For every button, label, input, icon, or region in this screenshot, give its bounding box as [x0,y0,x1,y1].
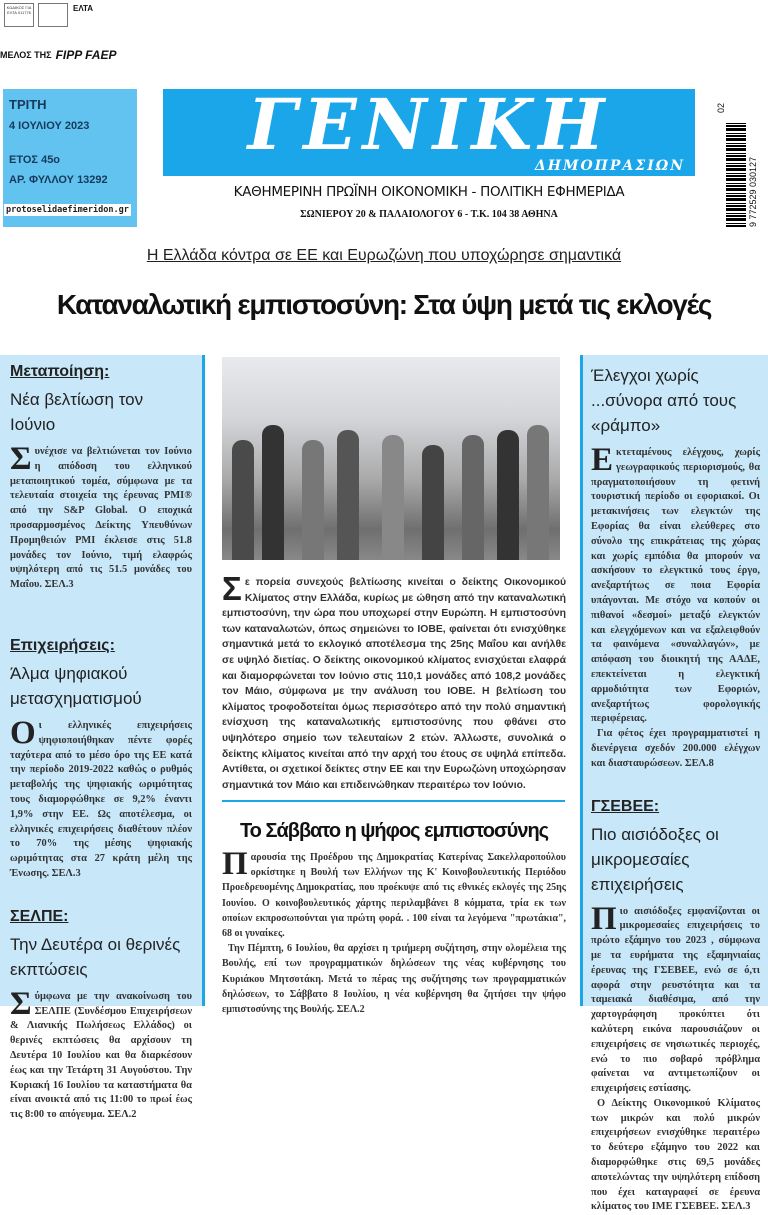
drop-cap: Σ [222,570,242,607]
story-tax-audits [591,363,760,772]
story-title: Νέα βελτίωση τον Ιούνιο [10,390,144,434]
story-text: υνέχισε να βελτιώνεται τον Ιούνιο η απόδοση του ελληνικού μεταποιητικού τομέα, σύμφωνα με τα τελευταία στοιχεία της έρευνας PMI® από την S&P Global. Ο εποχικά προσαρμοσμένος Δείκτης Υπευθύνων Προμηθειών PMI έκλεισε στις 51.8 μονάδες τον Ιούνιο, τιμή ελαφρώς υψηλότερη από τις 51.5 μονάδες του Μαΐου. ΣΕΛ.3 [10,446,192,591]
year: ΕΤΟΣ 45ο [9,154,61,166]
drop-cap: Ε [591,442,614,478]
story-title: Πιο αισιόδοξες οι μικρομεσαίες επιχειρήσεις [591,824,719,894]
lead-story-body [222,570,566,793]
story-kicker: Μεταποίηση: [10,363,110,380]
issue-info-box [3,89,137,227]
story-text: Για φέτος έχει προγραμματιστεί η διενέργεια σχεδόν 200.000 ελέγχων και διασταυρώσεων. ΣΕΛ.8 [591,728,760,769]
right-column [580,355,768,1213]
barcode [712,85,762,227]
address: ΣΩΝΙΕΡΟΥ 20 & ΠΑΛΑΙΟΛΟΓΟΥ 6 - Τ.Κ. 104 38 ΑΘΗΝΑ [300,209,558,220]
drop-cap: Ο [10,714,36,751]
story-kicker: Επιχειρήσεις: [10,636,115,654]
story-title: Την Δευτέρα οι θερινές εκπτώσεις [10,934,181,979]
story-manufacturing [10,363,192,593]
story-text: κτεταμένους ελέγχους, χωρίς γεωγραφικούς περιορισμούς, θα πραγματοποιήσουν τη φετινή τουριστική περίοδο οι εφοριακοί. Οι μετακινήσεις των ελεγκτών της Εφορίας θα είναι ελεύθερες στο σύνολο της επικράτειας της χώρας και χωρίς εμπόδια θα μπορούν να ασκήσουν το ελεγκτικό τους έργο, ανεξαρτήτως σε ποια Εφορία υπάγονται. Με στόχο να κοπούν οι πιθανοί «δεσμοί» μεταξύ ελεγκτών και ελεγχόμενων και να εξαλειφθούν τα φαινόμενα «συναλλαγών», με απόφαση του διοικητή της ΑΑΔΕ, επεκτείνεται η ελεγκτική αρμοδιότητα των Εφοριών, ανεξαρτήτως φορολογικής περιφέρειας. [591,447,760,725]
watermark-link[interactable]: protoselidaefimeridon.gr [6,205,129,215]
story-text: αρουσία της Προέδρου της Δημοκρατίας Κατερίνας Σακελλαροπούλου ορκίστηκε η Βουλή των Ελλήνων της Κ' Κοινοβουλευτικής Περιόδου Προεδρευομένης Δημοκρατίας, που προέκυψε από τις εθνικές εκλογές της 25ης Ιουνίου. Ο κοινοβουλευτικός χάρτης περιλαμβάνει 8 κόμματα, τρία εκ των οποίων εκπροσωπούνται για πρώτη φορά. . 100 είναι τα λεγόμενα "πρωτάκια", 68 οι γυναίκες. [222,852,566,940]
story-text: ιο αισιόδοξες εμφανίζονται οι μικρομεσαίες επιχειρήσεις το πρώτο εξάμηνο του 2023 , σύμφωνα με τα ευρήματα της εξαμηνιαίας έρευνας της ΓΣΕΒΕΕ, ενώ σε ό,τι αφορά στην ρευστότητα και τα ταμειακά διαθέσιμα, από την χαρτογράφηση προκύπτει ότι καλύτερη εικόνα παρουσιάζουν οι επιχειρήσεις σε νησιωτικές περιοχές, ενώ το πιο σοβαρό πρόβλημα φαίνεται να αντιμετωπίζουν οι επιχειρήσεις εστίασης. [591,905,760,1095]
drop-cap: Π [591,900,617,937]
masthead-title: ΓΕΝΙΚΗ [247,83,611,166]
story-title: Το Σάββατο η ψήφος εμπιστοσύνης [239,820,549,842]
lead-story-text: ε πορεία συνεχούς βελτίωσης κινείται ο δείκτης Οικονομικού Κλίματος στην Ελλάδα, κυρίως με ώθηση από την καταναλωτική εμπιστοσύνη, την ώρα που υποχωρεί στην Ευρώπη. Η εμπιστοσύνη των καταναλωτών, όπως σημειώνει το ΙΟΒΕ, φαίνεται ότι ενισχύθηκε σημαντικά μετά το εκλογικό αποτέλεσμα της 25ης Μαΐου και ανήλθε σε υψηλό διετίας. Ο δείκτης οικονομικού κλίματος ενισχύεται ελαφρά και διαμορφώνεται τον Ιούνιο στις 110,1 μονάδες από 108,2 μονάδες τον Μάιο, σύμφωνα με την ανάλυση του ΙΟΒΕ. Η βελτίωση του κλίματος τροφοδοτείται όμως περισσότερο από την πολύ σημαντική ενίσχυση της καταναλωτικής εμπιστοσύνης που φθάνει στο υψηλότερο σημείο των τελευταίων 2 ετών. Άλλωστε, συνολικά ο δείκτης κλίματος κινείται από την αρχή του έτους σε υψηλά επίπεδα. Αντίθετα, οι σχετικοί δείκτες στην ΕΕ και την Ευρωζώνη υποχώρησαν σημαντικά τον Μάιο και επιδεινώθηκαν περαιτέρω τον Ιούνιο. [222,577,566,791]
barcode-bars [726,121,746,227]
story-digital [10,637,192,882]
masthead [163,83,695,176]
weekday: ΤΡΙΤΗ [9,97,47,112]
elta-logo: ΕΛΤΑ [73,4,94,13]
tagline: ΚΑΘΗΜΕΡΙΝΗ ΠΡΩΪΝΗ ΟΙΚΟΝΟΜΙΚΗ - ΠΟΛΙΤΙΚΗ ΕΦΗΜΕΡΙΔΑ [233,184,625,200]
shoppers-photo [222,357,560,560]
divider [222,800,565,802]
story-kicker: ΣΕΛΠΕ: [10,907,69,925]
left-column [0,355,205,1121]
issue-number: ΑΡ. ΦΥΛΛΟΥ 13292 [9,174,108,186]
drop-cap: Σ [10,441,32,477]
barcode-addon: 02 [716,102,726,113]
story-body [591,900,760,1097]
story-body [10,985,192,1123]
story-sales [10,908,192,1123]
fipp-faep-logo: FIPP FAEP [55,48,117,62]
story-body [591,442,760,727]
subheadline: Η Ελλάδα κόντρα σε ΕΕ και Ευρωζώνη που υποχώρησε σημαντικά [146,247,622,264]
story-text: ύμφωνα με την ανακοίνωση του ΣΕΛΠΕ (Συνδέσμου Επιχειρήσεων & Λιανικής Πωλήσεως Ελλάδος) οι θερινές εκπτώσεις θα αρχίσουν τη Δευτέρα 10 Ιουλίου και θα διαρκέσουν έως και την Τετάρτη 31 Αυγούστου. Την Κυριακή 16 Ιουλίου τα καταστήματα θα είναι ανοικτά από τις 11:00 το πρωί έως τις 8:00 το απόγευμα. ΣΕΛ.2 [10,990,192,1121]
story-text: Ο Δείκτης Οικονομικού Κλίματος των μικρών και πολύ μικρών επιχειρήσεων ενισχύθηκε περαιτέρω το δεύτερο εξάμηνο του 2022 και διαμορφώθηκε στις 69,5 μονάδες αποτελώντας την υψηλότερη επίδοση που έχει καταγραφεί σε έρευνα κλίματος του ΙΜΕ ΓΣΕΒΕΕ. ΣΕΛ.3 [591,1097,760,1213]
story-gsevee [591,798,760,1215]
main-headline: Καταναλωτική εμπιστοσύνη: Στα ύψη μετά τις εκλογές [56,289,712,320]
confidence-vote-story [222,846,566,1017]
postage-stamp [38,3,68,27]
story-title: Έλεγχοι χωρίς ...σύνορα από τους «ράμπο» [591,366,737,435]
story-body [10,441,192,593]
drop-cap: Π [222,846,248,882]
membership [0,48,116,62]
masthead-subtitle: ΔΗΜΟΠΡΑΣΙΩΝ [534,158,685,174]
story-body [10,714,192,882]
story-title: Άλμα ψηφιακού μετασχηματισμού [10,663,142,708]
elta-code-stamp: ΚΩΔΙΚΟΣ ΓΙΑ ΕΛΤΑ 011776 [4,3,34,27]
barcode-number: 9 772529 030127 [748,156,758,227]
story-text: Την Πέμπτη, 6 Ιουλίου, θα αρχίσει η τριήμερη συζήτηση, στην ολομέλεια της Βουλής, επί των προγραμματικών δηλώσεων της νέας κυβέρνησης του Κυριάκου Μητσοτάκη. Μετά το πέρας της συζήτησης των προγραμματικών δηλώσεων, το Σάββατο 8 Ιουλίου, η νέα κυβέρνηση θα ζητήσει την ψήφο εμπιστοσύνης της Βουλής. ΣΕΛ.2 [222,943,566,1016]
drop-cap: Σ [10,985,32,1022]
issue-date: 4 ΙΟΥΛΙΟΥ 2023 [9,120,90,132]
story-kicker: ΓΣΕΒΕΕ: [591,797,660,815]
member-label: ΜΕΛΟΣ ΤΗΣ [0,50,52,60]
story-text: ι ελληνικές επιχειρήσεις ψηφιοποιήθηκαν πέντε φορές ταχύτερα από το μέσο όρο της ΕΕ κατά την περίοδο 2019-2022 καθώς ο ρυθμός μεταβολής της ψηφιακής ωριμότητας τους διαμορφώθηκε σε 9,2% έναντι 1,9% στην ΕΕ. Ως αποτέλεσμα, οι ελληνικές επιχειρήσεις διαθέτουν πλέον το 70% της μέσης ψηφιακής ωριμότητας στα 27 κράτη μέλη της Ένωσης. ΣΕΛ.3 [10,719,192,879]
